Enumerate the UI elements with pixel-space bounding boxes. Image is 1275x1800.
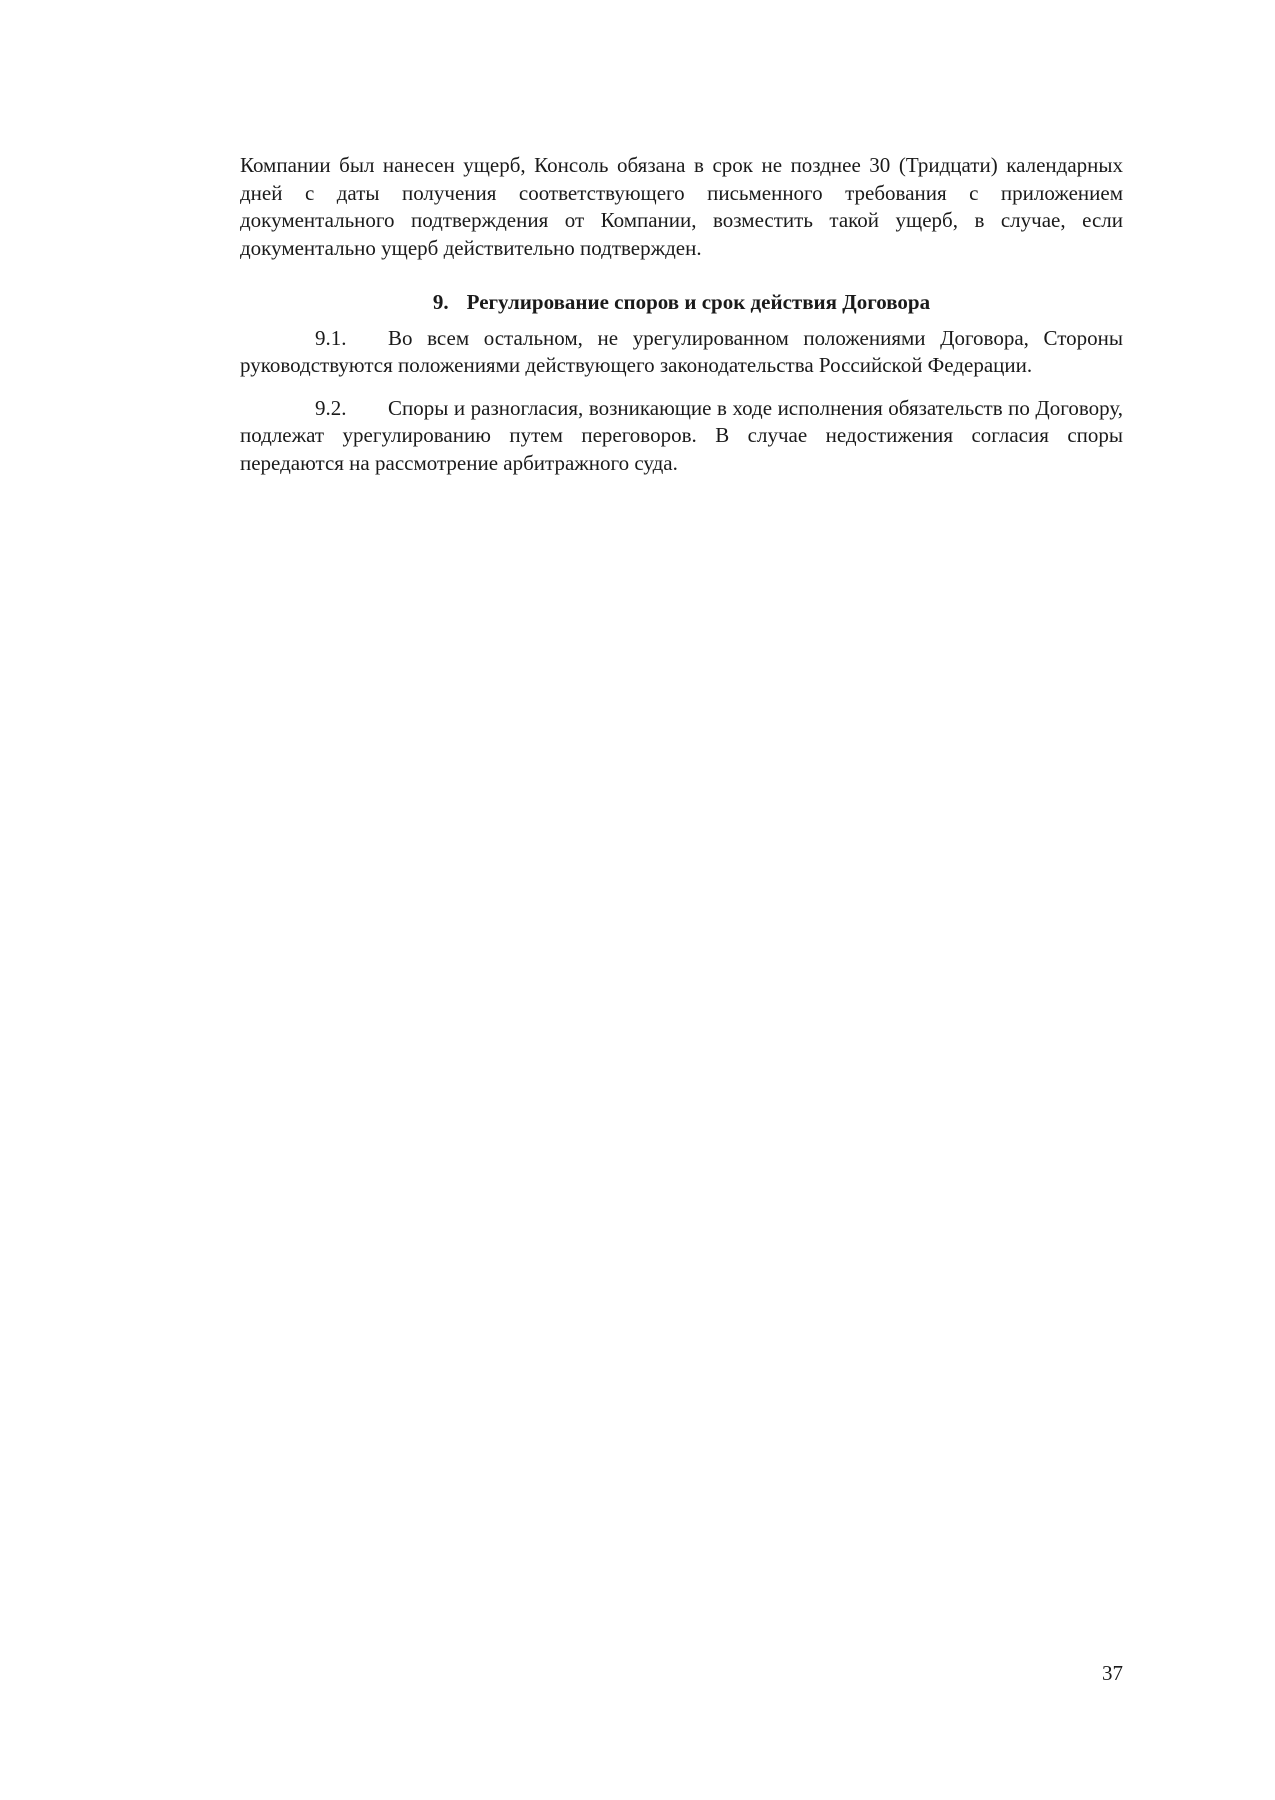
page-number: 37 [1102,1661,1123,1685]
clause-number: 9.2. [315,395,347,420]
clause-number: 9.1. [315,325,347,350]
clause-text: Споры и разногласия, возникающие в ходе исполнения обязательств по Договору, подлежат урегулированию путем переговоров. В случае недостижения согласия споры передаются на рассмотрение арбитражного суда. [240,395,1123,475]
intro-paragraph: Компании был нанесен ущерб, Консоль обязана в срок не позднее 30 (Тридцати) календарных дней с даты получения соответствующего письменного требования с приложением документального подтверждения от Компании, возместить такой ущерб, в случае, если документально ущерб действительно подтвержден. [240,153,1123,260]
section-number: 9. [432,290,449,314]
section-title: Регулирование споров и срок действия Договора [466,290,931,314]
clause-text: Во всем остальном, не урегулированном положениями Договора, Стороны руководствуются положениями действующего законодательства Российской Федерации. [240,325,1123,377]
clause-9-2 [240,395,1123,478]
page-content [240,152,1123,492]
clause-9-1 [240,325,1123,380]
section-heading [240,289,1123,317]
